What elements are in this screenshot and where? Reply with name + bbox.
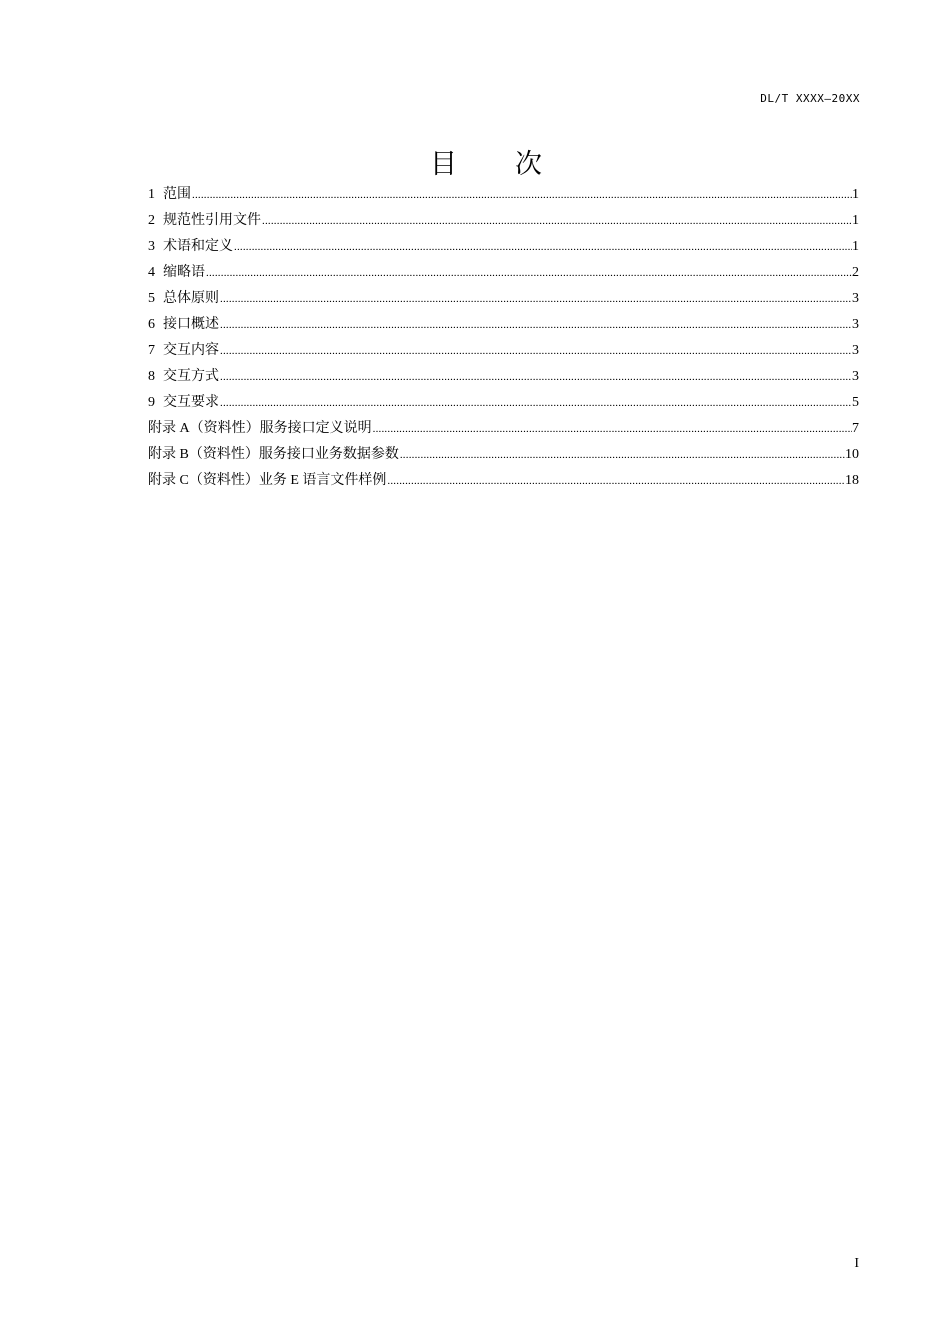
toc-entry-title: 术语和定义: [163, 239, 233, 254]
toc-entry-page: 1: [852, 213, 859, 228]
page-number: I: [854, 1256, 859, 1271]
toc-entry-title: 规范性引用文件: [163, 213, 261, 228]
toc-dot-leader: [205, 260, 852, 286]
toc-entry-page: 3: [852, 343, 859, 358]
toc-entry-page: 1: [852, 187, 859, 202]
toc-entry-title: 交互要求: [163, 395, 219, 410]
toc-title: 目次: [430, 149, 600, 179]
toc-dot-leader: [219, 390, 852, 416]
toc-entry-title: 交互内容: [163, 343, 219, 358]
toc-entry-number: 7: [148, 343, 155, 358]
table-of-contents: [148, 182, 859, 494]
toc-entry-title: 交互方式: [163, 369, 219, 384]
toc-entry-title: 附录 C（资料性）业务 E 语言文件样例: [148, 473, 387, 488]
toc-entry-page: 2: [852, 265, 859, 280]
toc-dot-leader: [261, 208, 852, 234]
toc-entry-page: 18: [845, 473, 859, 488]
toc-entry-number: 1: [148, 187, 155, 202]
toc-entry-number: 9: [148, 395, 155, 410]
toc-entry-page: 5: [852, 395, 859, 410]
toc-entry-page: 3: [852, 317, 859, 332]
toc-entry-2[interactable]: [148, 208, 859, 234]
toc-entry-title: 范围: [163, 187, 191, 202]
toc-entry-number: 6: [148, 317, 155, 332]
toc-entry-number: 5: [148, 291, 155, 306]
toc-dot-leader: [372, 416, 852, 442]
toc-dot-leader: [219, 312, 852, 338]
toc-dot-leader: [219, 286, 852, 312]
toc-entry-page: 3: [852, 369, 859, 384]
document-code: DL/T XXXX—20XX: [760, 92, 860, 105]
toc-entry-8[interactable]: [148, 364, 859, 390]
toc-entry-page: 10: [845, 447, 859, 462]
toc-entry-4[interactable]: [148, 260, 859, 286]
toc-dot-leader: [386, 468, 845, 494]
toc-dot-leader: [219, 338, 852, 364]
toc-entry-title: 总体原则: [163, 291, 219, 306]
toc-dot-leader: [219, 364, 852, 390]
toc-entry-number: 4: [148, 265, 155, 280]
toc-entry-title: 接口概述: [163, 317, 219, 332]
toc-entry-appendix-a[interactable]: [148, 416, 859, 442]
toc-dot-leader: [399, 442, 845, 468]
toc-entry-3[interactable]: [148, 234, 859, 260]
toc-entry-5[interactable]: [148, 286, 859, 312]
toc-entry-number: 3: [148, 239, 155, 254]
toc-entry-appendix-b[interactable]: [148, 442, 859, 468]
toc-entry-number: 2: [148, 213, 155, 228]
toc-dot-leader: [233, 234, 852, 260]
toc-entry-6[interactable]: [148, 312, 859, 338]
toc-entry-page: 3: [852, 291, 859, 306]
toc-entry-title: 附录 A（资料性）服务接口定义说明: [148, 421, 372, 436]
toc-entry-appendix-c[interactable]: [148, 468, 859, 494]
toc-entry-7[interactable]: [148, 338, 859, 364]
toc-entry-title: 附录 B（资料性）服务接口业务数据参数: [148, 447, 399, 462]
toc-entry-1[interactable]: [148, 182, 859, 208]
toc-entry-page: 7: [852, 421, 859, 436]
toc-dot-leader: [191, 182, 852, 208]
toc-entry-title: 缩略语: [163, 265, 205, 280]
toc-entry-page: 1: [852, 239, 859, 254]
toc-entry-number: 8: [148, 369, 155, 384]
toc-entry-9[interactable]: [148, 390, 859, 416]
